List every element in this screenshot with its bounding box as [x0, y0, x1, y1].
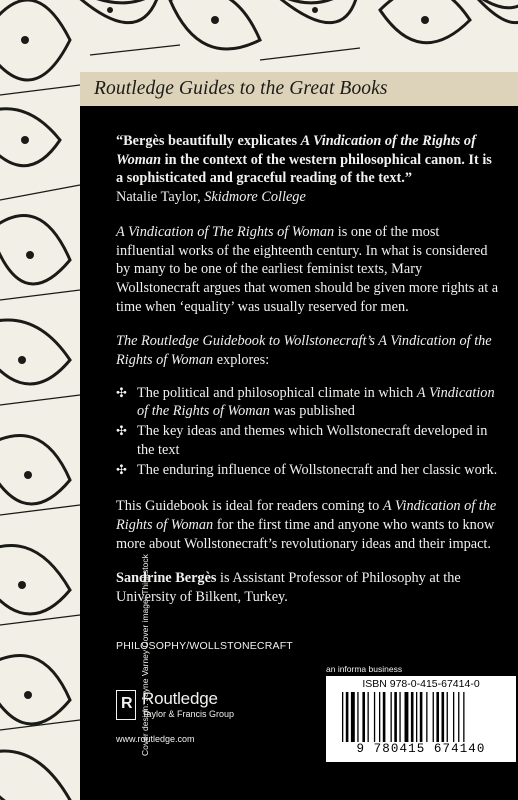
bullet-italic: A Vindication of the Rights of Woman	[137, 384, 495, 420]
bullet-text: The political and philosophical climate in which	[137, 384, 417, 401]
bullet-icon: ✣	[116, 384, 127, 400]
bullet-text: The enduring influence of Wollstonecraft and her classic work.	[137, 461, 498, 478]
bullet-text: The key ideas and themes which Wollstonecraft developed in the text	[137, 423, 488, 458]
series-banner	[80, 72, 518, 106]
publisher-group: Taylor & Francis Group	[142, 709, 235, 719]
publisher-url: www.routledge.com	[116, 734, 195, 744]
series-title: Routledge Guides to the Great Books	[94, 78, 388, 99]
isbn-barcode	[326, 676, 516, 762]
barcode-icon	[340, 692, 502, 742]
quote-author: Natalie Taylor,	[116, 189, 205, 206]
explores-paragraph	[116, 332, 501, 369]
subject-category: PHILOSOPHY/WOLLSTONECRAFT	[116, 640, 293, 652]
bullet-after: was published	[269, 403, 355, 420]
routledge-logo-icon	[116, 690, 136, 720]
ideal-book-title: A Vindication of the Rights of Woman	[116, 498, 497, 533]
list-item	[116, 384, 501, 421]
bullet-icon: ✣	[116, 461, 127, 477]
back-cover-panel	[80, 106, 518, 800]
quote-part2: in the context of the western philosophical canon. It is a sophisticated and graceful reading of the text.”	[116, 151, 492, 187]
credits-text: Cover design: Jayne Varney Cover image: Thinkstock	[140, 554, 150, 756]
ideal-part2: for the first time and anyone who wants to know more about Wollstonecraft’s revolutionary ideas and their impact.	[116, 516, 495, 552]
explores-text: explores:	[213, 352, 270, 369]
intro-paragraph	[116, 223, 501, 317]
quote-part1: “Bergès beautifully explicates	[116, 133, 301, 149]
quote-text	[116, 133, 492, 186]
guidebook-title: The Routledge Guidebook to Wollstonecraft’s A Vindication of the Rights of Woman	[116, 333, 492, 369]
list-item	[116, 422, 501, 459]
ideal-paragraph	[116, 497, 501, 553]
topics-list	[116, 384, 501, 480]
quote-affiliation: Skidmore College	[204, 189, 306, 206]
quote-attribution	[116, 189, 306, 205]
intro-book-title: A Vindication of The Rights of Woman	[116, 223, 335, 240]
logo-letter: R	[121, 695, 133, 712]
publisher-name: Routledge	[142, 689, 218, 708]
intro-text: is one of the most influential works of the eighteenth century. In what is considered by many to be one of the earliest feminist texts, Mary Wollstonecraft argues that women should be given more rights at a time when ‘equality’ was usually reserved for men.	[116, 223, 499, 315]
quote-book-title: A Vindication of the Rights of Woman	[116, 133, 476, 168]
list-item	[116, 461, 501, 480]
author-bio	[116, 569, 501, 606]
isbn-label: ISBN 978-0-415-67414-0	[362, 678, 480, 690]
author-name: Sandrine Bergès	[116, 570, 217, 587]
ean-number: 9 780415 674140	[356, 742, 486, 756]
author-bio-text: is Assistant Professor of Philosophy at the University of Bilkent, Turkey.	[116, 570, 461, 606]
informa-tagline: an informa business	[326, 664, 403, 674]
ideal-part1: This Guidebook is ideal for readers coming to	[116, 498, 383, 515]
endorsement-quote	[116, 132, 501, 207]
blurb	[116, 132, 501, 623]
bullet-icon: ✣	[116, 423, 127, 439]
